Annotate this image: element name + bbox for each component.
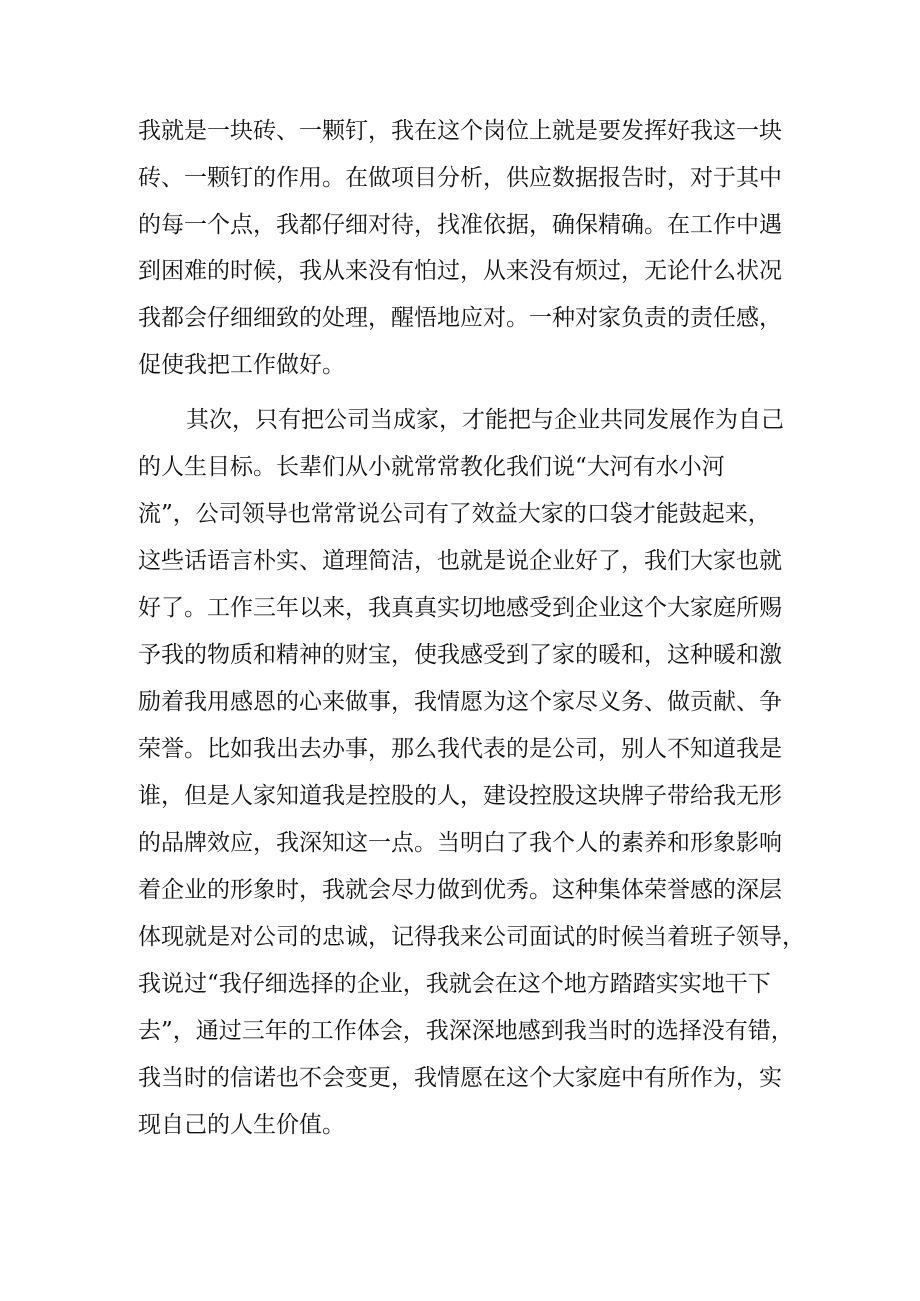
text-line: 的人生目标。长辈们从小就常常教化我们说“大河有水小河 bbox=[138, 454, 725, 480]
text-line: 着企业的形象时，我就会尽力做到优秀。这种集体荣誉感的深层 bbox=[138, 877, 782, 903]
text-line: 我当时的信诺也不会变更，我情愿在这个大家庭中有所作为，实 bbox=[138, 1065, 782, 1091]
text-line: 现自己的人生价值。 bbox=[138, 1112, 345, 1138]
text-line: 砖、一颗钉的作用。在做项目分析，供应数据报告时，对于其中 bbox=[138, 165, 782, 191]
text-line: 这些话语言朴实、道理简洁，也就是说企业好了，我们大家也就 bbox=[138, 548, 782, 574]
text-line: 我说过“我仔细选择的企业，我就会在这个地方踏踏实实地干下 bbox=[138, 971, 771, 997]
text-line: 我都会仔细细致的处理，醒悟地应对。一种对家负责的责任感， bbox=[138, 305, 782, 331]
text-line: 谁，但是人家知道我是控股的人，建设控股这块牌子带给我无形 bbox=[138, 783, 782, 809]
text-line: 荣誉。比如我出去办事，那么我代表的是公司，别人不知道我是 bbox=[138, 736, 782, 762]
text-line: 促使我把工作做好。 bbox=[138, 352, 345, 378]
text-line: 励着我用感恩的心来做事，我情愿为这个家尽义务、做贡献、争 bbox=[138, 689, 782, 715]
text-line: 予我的物质和精神的财宝，使我感受到了家的暖和，这种暖和激 bbox=[138, 642, 782, 668]
text-line: 的品牌效应，我深知这一点。当明白了我个人的素养和形象影响 bbox=[138, 830, 782, 856]
text-line: 其次，只有把公司当成家，才能把与企业共同发展作为自己 bbox=[186, 407, 784, 433]
text-line: 流”，公司领导也常常说公司有了效益大家的口袋才能鼓起来， bbox=[138, 501, 771, 527]
text-line: 去”，通过三年的工作体会，我深深地感到我当时的选择没有错， bbox=[138, 1018, 794, 1044]
text-line: 好了。工作三年以来，我真真实切地感受到企业这个大家庭所赐 bbox=[138, 595, 782, 621]
text-line: 体现就是对公司的忠诚，记得我来公司面试的时候当着班子领导， bbox=[138, 924, 805, 950]
text-line: 的每一个点，我都仔细对待，找准依据，确保精确。在工作中遇 bbox=[138, 212, 782, 238]
text-line: 到困难的时候，我从来没有怕过，从来没有烦过，无论什么状况 bbox=[138, 258, 782, 284]
text-line: 我就是一块砖、一颗钉，我在这个岗位上就是要发挥好我这一块 bbox=[138, 118, 782, 144]
